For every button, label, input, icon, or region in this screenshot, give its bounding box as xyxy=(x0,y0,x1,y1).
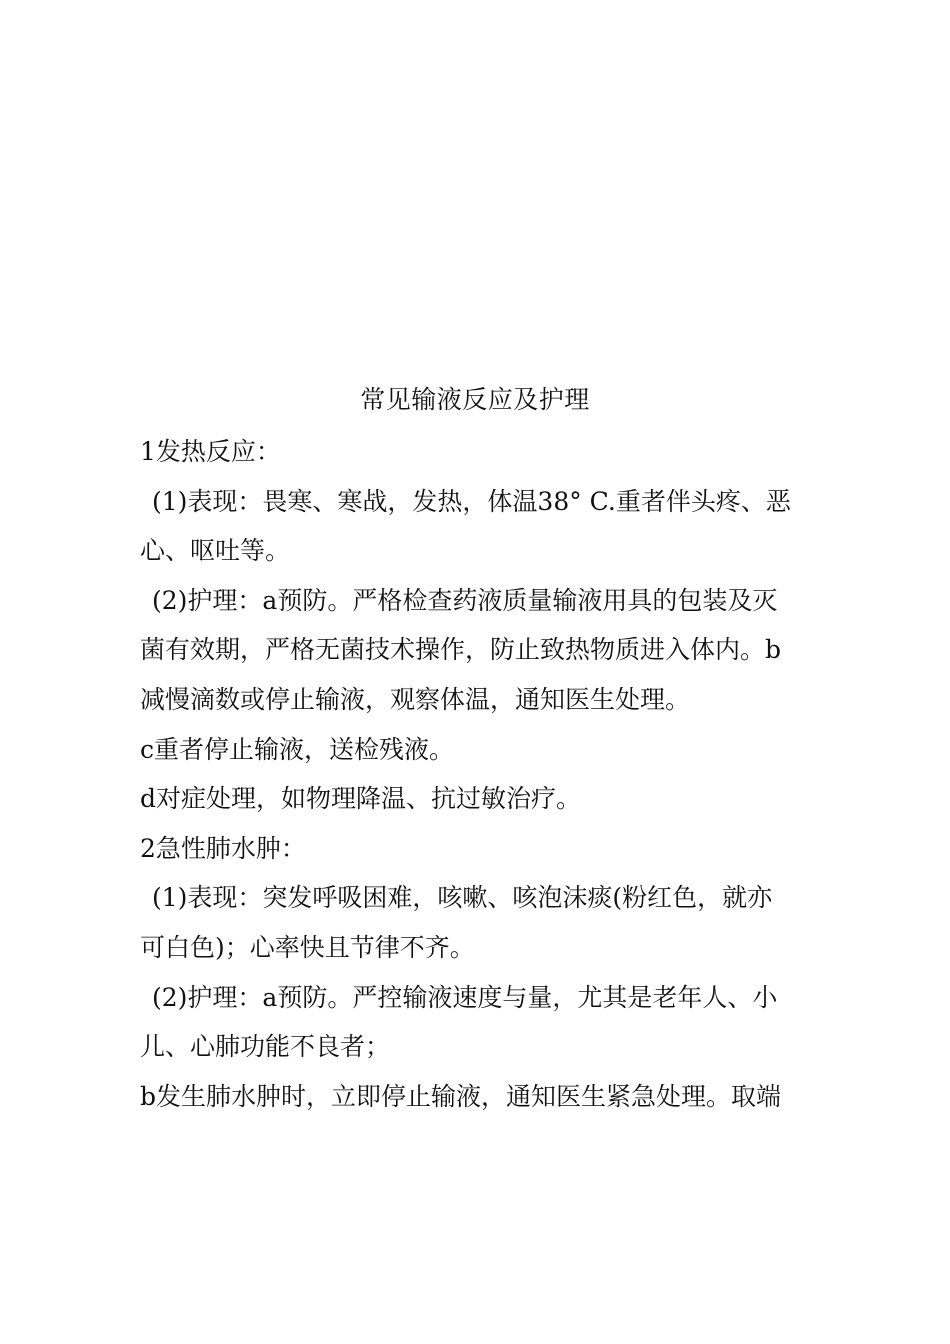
paragraph-line: 减慢滴数或停止输液，观察体温，通知医生处理。 xyxy=(140,684,691,714)
paragraph-line: b发生肺水肿时，立即停止输液，通知医生紧急处理。取端 xyxy=(140,1081,782,1111)
section-heading-pulmonary-edema: 2急性肺水肿： xyxy=(140,833,306,863)
paragraph-line: (1)表现：畏寒、寒战，发热，体温38° C.重者伴头疼、恶 xyxy=(152,486,791,516)
paragraph-line: (2)护理：a预防。严控输液速度与量，尤其是老年人、小 xyxy=(152,982,778,1012)
section-heading-fever: 1发热反应： xyxy=(140,437,281,466)
paragraph-line: 可白色)；心率快且节律不齐。 xyxy=(140,932,475,962)
paragraph-line: 儿、心肺功能不良者； xyxy=(140,1032,391,1062)
document-body xyxy=(140,427,820,1121)
paragraph-line: (2)护理：a预防。严格检查药液质量输液用具的包装及灭 xyxy=(152,585,778,615)
paragraph-line: 菌有效期，严格无菌技术操作，防止致热物质进入体内。b xyxy=(140,635,782,665)
paragraph-line: c重者停止输液，送检残液。 xyxy=(140,734,455,764)
paragraph-line: (1)表现：突发呼吸困难，咳嗽、咳泡沫痰(粉红色，就亦 xyxy=(152,883,773,913)
paragraph-line: d对症处理，如物理降温、抗过敏治疗。 xyxy=(140,784,582,814)
paragraph-line: 心、呕吐等。 xyxy=(140,536,291,566)
document-title: 常见输液反应及护理 xyxy=(360,385,590,414)
